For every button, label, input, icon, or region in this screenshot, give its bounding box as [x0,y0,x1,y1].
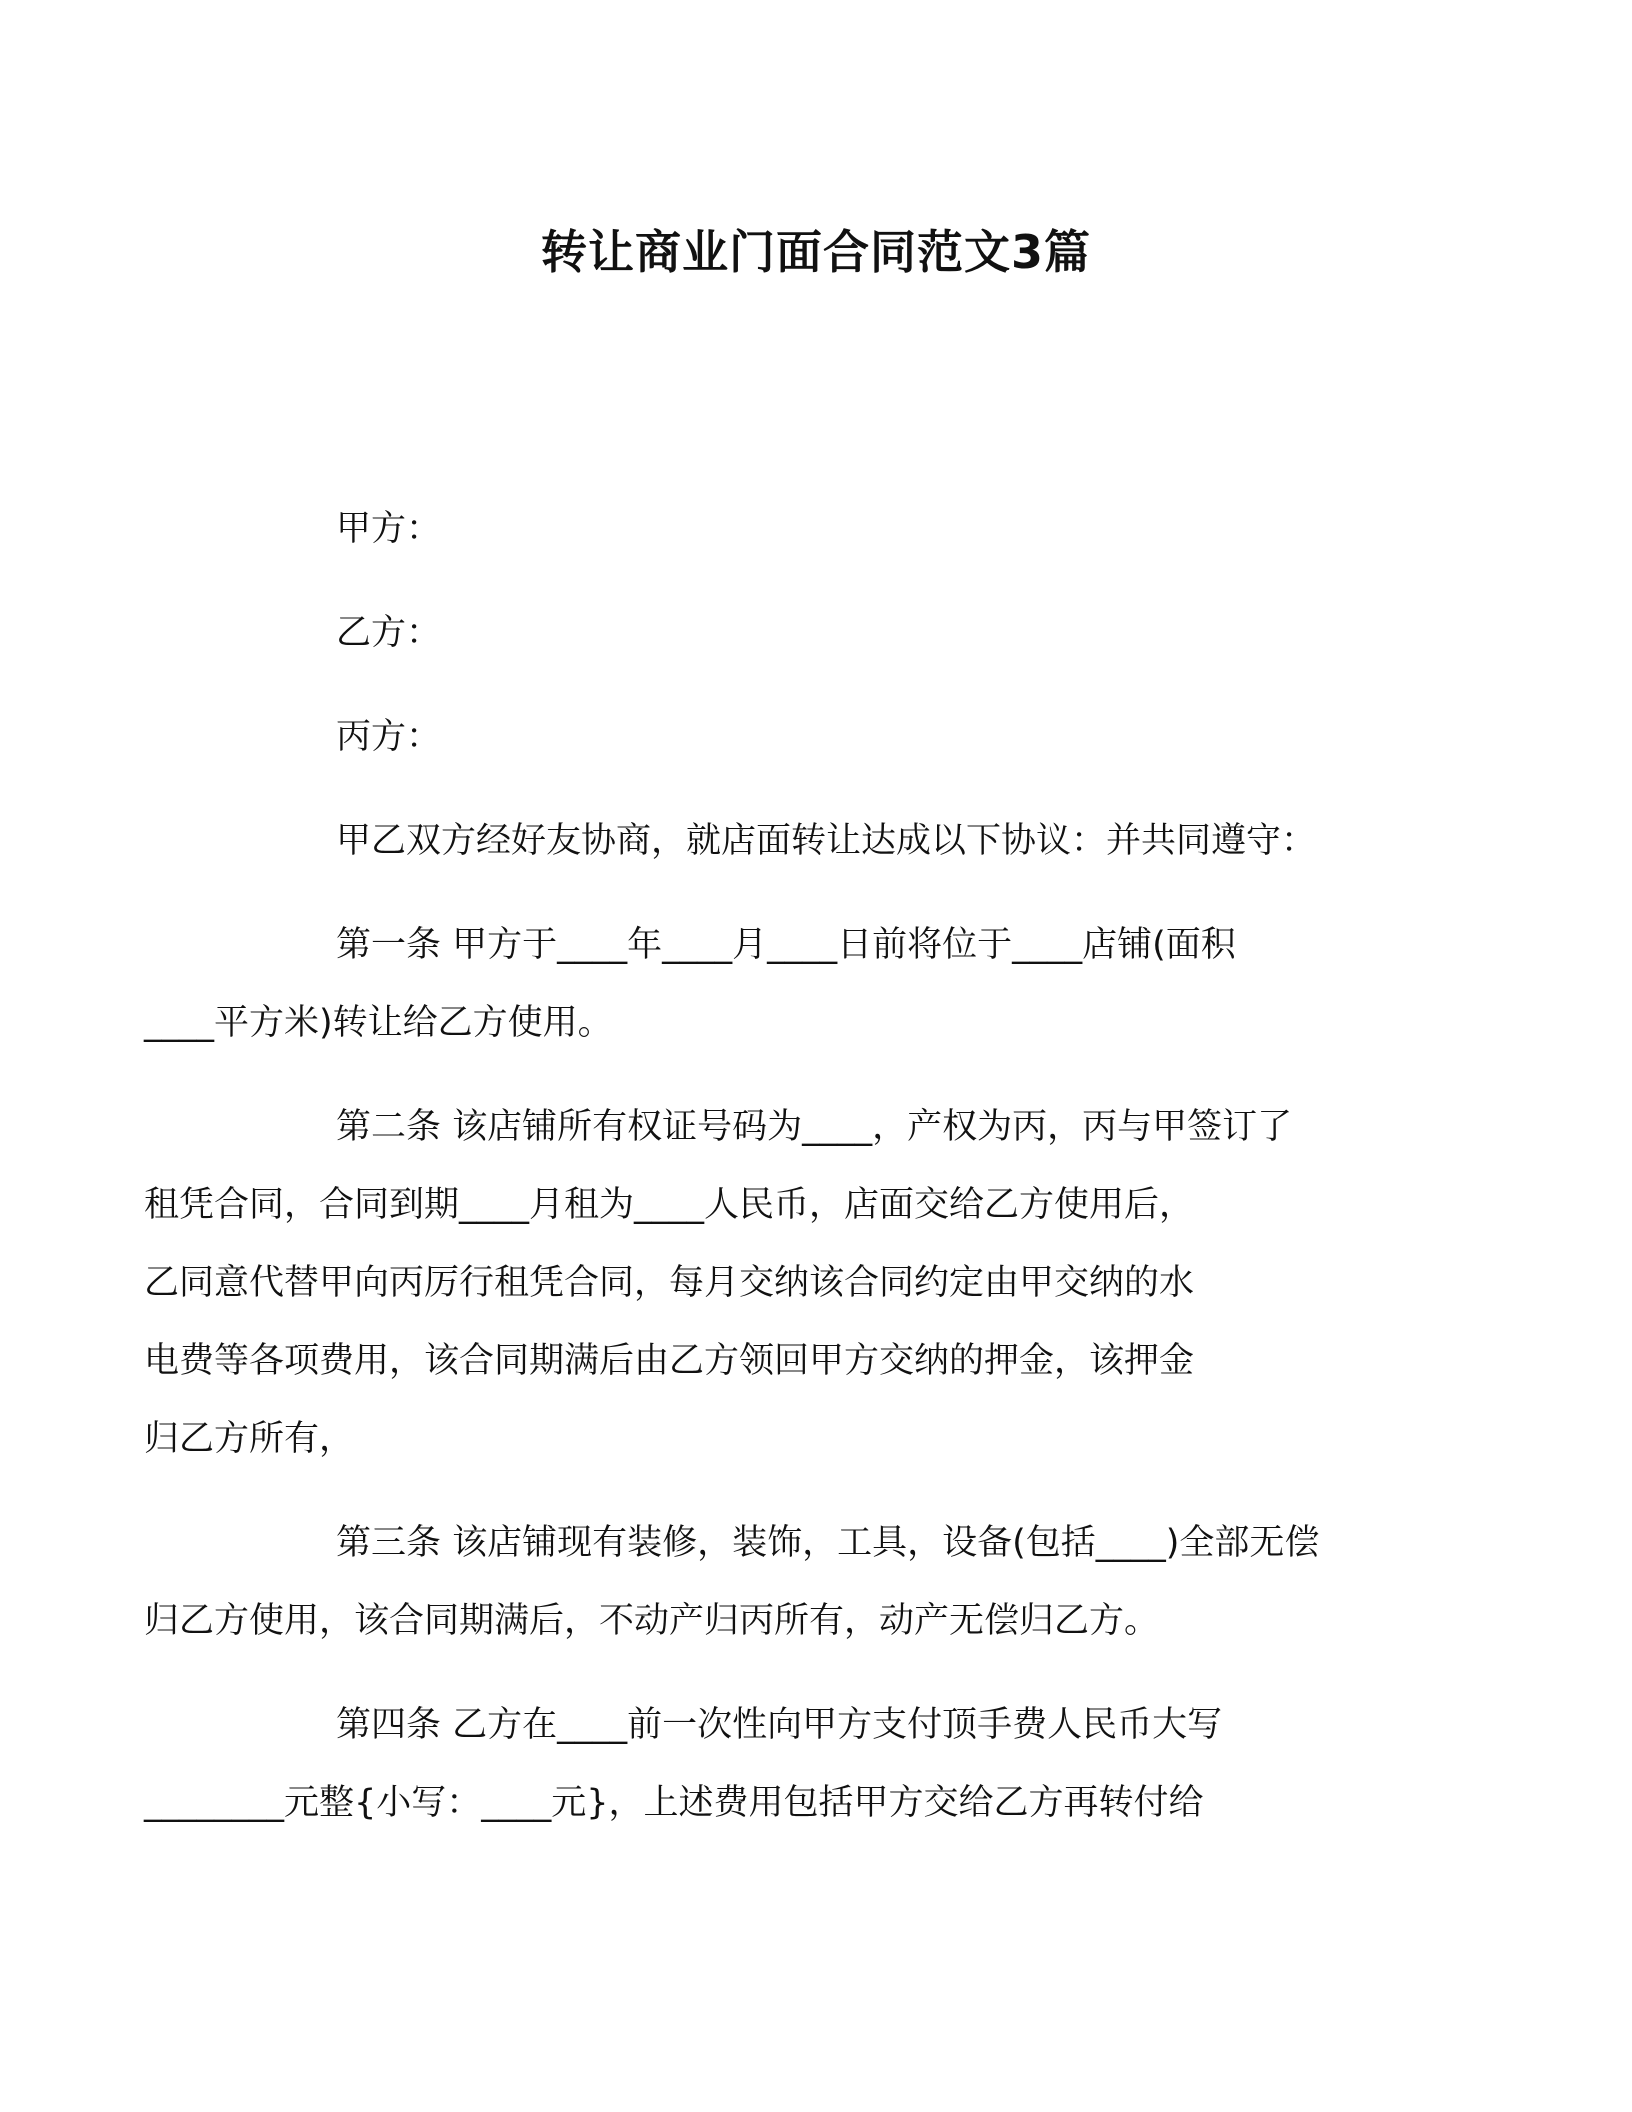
article-line: 第三条 该店铺现有装修，装饰，工具，设备(包括____)全部无偿 [336,1523,1320,1563]
article-3 [144,1504,1390,1660]
party-c-label: 丙方： [336,717,442,757]
article-1 [144,906,1390,1062]
article-line: 电费等各项费用，该合同期满后由乙方领回甲方交纳的押金，该押金 [144,1341,1195,1381]
party-a-label: 甲方： [336,509,442,549]
party-b-label: 乙方： [336,613,442,653]
article-line: 乙同意代替甲向丙厉行租凭合同，每月交纳该合同约定由甲交纳的水 [144,1263,1195,1303]
article-line: ____平方米)转让给乙方使用。 [144,1003,613,1043]
article-line: 第四条 乙方在____前一次性向甲方支付顶手费人民币大写 [336,1705,1223,1745]
article-line: 租凭合同，合同到期____月租为____人民币，店面交给乙方使用后， [144,1185,1195,1225]
intro-line: 甲乙双方经好友协商，就店面转让达成以下协议：并共同遵守： [336,821,1317,861]
document-title: 转让商业门面合同范文3篇 [540,225,1091,279]
intro-paragraph [240,802,1390,880]
article-line: ________元整{小写：____元}，上述费用包括甲方交给乙方再转付给 [144,1783,1204,1823]
document-body [144,490,1390,1868]
article-2 [144,1088,1390,1478]
article-line: 归乙方所有， [144,1419,355,1459]
article-line: 归乙方使用，该合同期满后，不动产归丙所有，动产无偿归乙方。 [144,1601,1160,1641]
article-line: 第一条 甲方于____年____月____日前将位于____店铺(面积 [336,925,1236,965]
article-line: 第二条 该店铺所有权证号码为____，产权为丙，丙与甲签订了 [336,1107,1293,1147]
article-4 [144,1686,1390,1842]
